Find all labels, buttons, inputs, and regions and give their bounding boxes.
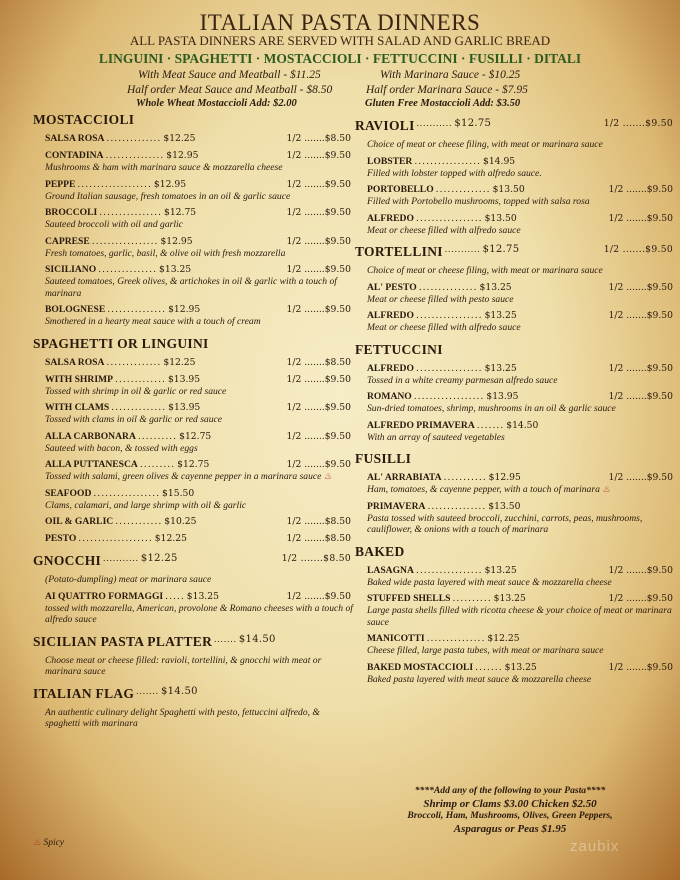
addon-veg-price: Asparagus or Peas $1.95 xyxy=(453,822,567,835)
menu-item xyxy=(367,391,675,415)
menu-item-name: PRIMAVERA xyxy=(367,500,426,512)
menu-item-half-price: 1/2 .......$9.50 xyxy=(286,304,351,315)
menu-item-desc-text: Tossed in a white creamy parmesan alfredo sauce xyxy=(367,374,558,386)
menu-item-desc-text: Filled with lobster topped with alfredo sauce. xyxy=(367,167,542,179)
menu-item-half-price: 1/2 .......$9.50 xyxy=(286,264,351,275)
chili-icon: ♨ xyxy=(321,471,332,481)
menu-item-name: AI QUATTRO FORMAGGI xyxy=(45,590,164,602)
menu-item-name: ALFREDO PRIMAVERA xyxy=(367,419,475,431)
menu-item-desc xyxy=(367,645,675,657)
dot-leader: ......... xyxy=(139,459,176,470)
menu-item-price: $12.75 xyxy=(163,207,197,218)
menu-item-desc-text: Sauteed tomatoes, Greek olives, & artichokes in oil & garlic with a touch of marinara xyxy=(45,276,337,299)
menu-item-price: $12.75 xyxy=(179,430,212,442)
menu-item-desc-text: Meat or cheese filled with alfredo sauce xyxy=(367,322,521,333)
menu-item-desc xyxy=(367,484,675,496)
menu-item-row xyxy=(367,213,675,225)
dot-leader: ............... xyxy=(105,150,165,161)
menu-item-price: $12.95 xyxy=(168,304,201,315)
menu-item-desc xyxy=(45,603,353,626)
menu-item xyxy=(367,310,675,334)
section-title xyxy=(355,451,675,467)
dot-leader: ............ xyxy=(115,516,163,527)
dot-leader: ................. xyxy=(93,487,161,499)
menu-item-desc xyxy=(45,276,353,299)
menu-item-row xyxy=(367,310,675,322)
menu-item-desc xyxy=(367,265,675,277)
menu-item-desc-text: Tossed with shrimp in oil & garlic or red sauce xyxy=(45,385,227,397)
menu-item-half-price: 1/2 .......$8.50 xyxy=(286,533,351,544)
menu-item-half-price: 1/2 .......$8.50 xyxy=(286,516,351,527)
menu-item-price: $13.25 xyxy=(484,564,517,576)
menu-item-desc xyxy=(45,386,353,398)
menu-item-row xyxy=(367,662,675,674)
section-title xyxy=(33,553,353,569)
menu-item-name: SICILIANO xyxy=(45,264,97,275)
dot-leader: ................. xyxy=(415,212,483,224)
price-half-marinara: Half order Marinara Sauce - $7.95 xyxy=(366,84,528,96)
menu-item-name: SALSA ROSA xyxy=(45,356,105,368)
menu-item-half-price: 1/2 .......$9.50 xyxy=(608,593,673,604)
watermark: zaubix xyxy=(570,838,620,855)
menu-subtitle: ALL PASTA DINNERS ARE SERVED WITH SALAD AND GARLIC BREAD xyxy=(129,33,551,48)
menu-item-desc xyxy=(367,322,675,334)
section-price: $12.75 xyxy=(482,244,520,255)
menu-item xyxy=(367,662,675,686)
menu-item xyxy=(367,472,675,496)
menu-item-half-price: 1/2 .......$9.50 xyxy=(608,391,673,402)
menu-item-price: $10.25 xyxy=(164,516,197,527)
menu-item-desc xyxy=(45,574,353,586)
menu-item xyxy=(45,459,353,483)
chili-icon: ♨ xyxy=(599,484,611,494)
dot-leader: ................... xyxy=(78,533,153,544)
menu-item xyxy=(45,431,353,455)
dot-leader: .............. xyxy=(435,184,491,195)
menu-title: ITALIAN PASTA DINNERS xyxy=(199,10,481,35)
menu-item xyxy=(367,156,675,180)
menu-item-price: $15.50 xyxy=(162,487,195,499)
menu-item-row xyxy=(45,402,353,414)
menu-item-desc-text: tossed with mozzarella, American, provolone & Romano cheeses with a touch of alfredo sauce xyxy=(45,602,353,625)
menu-item-row xyxy=(367,363,675,375)
spicy-label: Spicy xyxy=(43,838,65,848)
dot-leader: ............... xyxy=(418,281,478,293)
dot-leader: ........... xyxy=(416,118,453,128)
menu-item-row xyxy=(367,593,675,605)
menu-item-price: $12.25 xyxy=(163,133,196,144)
menu-item-desc xyxy=(367,513,675,536)
menu-item-half-price: 1/2 .......$8.50 xyxy=(286,356,351,368)
menu-item xyxy=(45,402,353,426)
addon-box xyxy=(375,785,645,835)
menu-item-row xyxy=(45,264,353,276)
section-title xyxy=(33,112,353,128)
menu-item-name: ALFREDO xyxy=(367,310,414,321)
menu-item-row xyxy=(45,236,353,248)
menu-item-price: $13.95 xyxy=(168,402,201,413)
section-title xyxy=(33,686,353,702)
menu-item-row xyxy=(367,282,675,294)
menu-item-half-price: 1/2 .......$9.50 xyxy=(286,430,351,442)
menu-item-desc xyxy=(45,191,353,203)
section-half-price: 1/2 .......$9.50 xyxy=(603,244,673,255)
menu-item xyxy=(45,357,353,369)
menu-item-name: ALLA PUTTANESCA xyxy=(45,459,138,470)
menu-item xyxy=(367,184,675,208)
price-whole-wheat: Whole Wheat Mostaccioli Add: $2.00 xyxy=(136,98,297,109)
menu-item-name: CAPRESE xyxy=(45,235,90,247)
dot-leader: ....... xyxy=(214,633,237,644)
menu-item-desc-text: Choice of meat or cheese filing, with meat or marinara sauce xyxy=(367,139,603,150)
menu-item-price: $12.95 xyxy=(160,235,193,247)
menu-item xyxy=(367,139,675,151)
menu-item-price: $13.25 xyxy=(186,590,219,602)
menu-item xyxy=(45,264,353,299)
menu-item xyxy=(45,516,353,528)
menu-item-half-price: 1/2 .......$9.50 xyxy=(286,373,351,385)
menu-item xyxy=(367,501,675,536)
menu-item-name: BOLOGNESE xyxy=(45,304,106,315)
menu-item-desc-text: Ham, tomatoes, & cayenne pepper, with a touch of marinara xyxy=(367,484,600,495)
menu-item-name: ALLA CARBONARA xyxy=(45,430,136,442)
menu-item-half-price: 1/2 .......$9.50 xyxy=(608,661,673,673)
dot-leader: .............. xyxy=(111,402,167,413)
menu-item-price: $13.25 xyxy=(504,661,537,673)
menu-item-desc xyxy=(45,219,353,231)
menu-item xyxy=(367,420,675,444)
menu-item-half-price: 1/2 .......$9.50 xyxy=(608,472,673,483)
dot-leader: ................. xyxy=(91,235,159,247)
menu-item-desc xyxy=(45,471,353,483)
section-title-text: GNOCCHI xyxy=(33,553,102,568)
dot-leader: ........... xyxy=(103,553,139,563)
dot-leader: ............... xyxy=(107,304,167,315)
menu-item-name: LOBSTER xyxy=(367,155,413,167)
menu-item-half-price: 1/2 .......$9.50 xyxy=(286,178,351,190)
menu-item xyxy=(367,363,675,387)
menu-item-half-price: 1/2 .......$9.50 xyxy=(286,590,351,602)
section-title xyxy=(355,244,675,260)
menu-item-desc-text: Tossed with clams in oil & garlic or red sauce xyxy=(45,414,223,425)
menu-item-desc-text: With an array of sauteed vegetables xyxy=(367,431,505,443)
section-title-text: MOSTACCIOLI xyxy=(33,112,135,127)
menu-item-desc xyxy=(45,414,353,426)
menu-item-half-price: 1/2 .......$9.50 xyxy=(608,362,673,374)
menu-item-name: WITH SHRIMP xyxy=(45,373,113,385)
menu-item-name: ROMANO xyxy=(367,391,412,402)
dot-leader: ....... xyxy=(136,685,159,696)
menu-item xyxy=(45,655,353,678)
menu-item xyxy=(45,133,353,145)
section-title-text: SPAGHETTI OR LINGUINI xyxy=(33,335,209,351)
menu-item-desc-text: Meat or cheese filled with alfredo sauce xyxy=(367,224,521,236)
spicy-legend xyxy=(33,837,64,848)
menu-item-desc-text: Pasta tossed with sauteed broccoli, zucchini, carrots, peas, mushrooms, cauliflower, & onions with a touch of marinara xyxy=(367,512,643,535)
menu-item-price: $13.50 xyxy=(484,212,517,224)
menu-item-price: $12.95 xyxy=(153,178,187,190)
menu-item-price: $13.50 xyxy=(488,500,521,512)
menu-item-row xyxy=(45,459,353,471)
menu-item-desc xyxy=(45,316,353,328)
menu-item-desc-text: Baked wide pasta layered with meat sauce & mozzarella cheese xyxy=(367,576,612,588)
menu-item xyxy=(45,374,353,398)
menu-item xyxy=(367,565,675,589)
price-half-meat-sauce: Half order Meat Sauce and Meatball - $8.50 xyxy=(127,84,333,96)
price-gluten-free: Gluten Free Mostaccioli Add: $3.50 xyxy=(365,98,521,109)
menu-item xyxy=(367,213,675,237)
menu-item xyxy=(367,633,675,657)
menu-item xyxy=(367,593,675,628)
menu-item-row xyxy=(45,533,353,545)
dot-leader: .......... xyxy=(137,430,178,442)
menu-item-row xyxy=(367,472,675,484)
menu-item-half-price: 1/2 .......$9.50 xyxy=(608,281,673,293)
dot-leader: ................. xyxy=(415,362,483,374)
section-half-price: 1/2 .......$9.50 xyxy=(603,118,673,129)
menu-item-name: PEPPE xyxy=(45,178,76,190)
section-price: $12.25 xyxy=(140,553,178,564)
section-title-text: FETTUCCINI xyxy=(355,341,443,357)
menu-item-half-price: 1/2 .......$9.50 xyxy=(608,184,673,195)
dot-leader: .......... xyxy=(452,593,492,604)
menu-item-name: SEAFOOD xyxy=(45,487,92,499)
menu-item-row xyxy=(45,516,353,528)
menu-item-half-price: 1/2 .......$9.50 xyxy=(286,459,351,470)
menu-item-desc-text: Smothered in a hearty meat sauce with a touch of cream xyxy=(45,316,261,327)
menu-item-desc xyxy=(45,443,353,455)
menu-item-half-price: 1/2 .......$9.50 xyxy=(608,564,673,576)
menu-item xyxy=(45,179,353,203)
menu-item-row xyxy=(45,591,353,603)
menu-item-price: $12.25 xyxy=(487,633,520,644)
menu-item-desc-text: Sun-dried tomatoes, shrimp, mushrooms in an oil & garlic sauce xyxy=(367,403,616,414)
menu-item-desc-text: Tossed with salami, green olives & cayenne pepper in a marinara sauce xyxy=(45,471,322,482)
menu-item-half-price: 1/2 .......$8.50 xyxy=(286,133,351,144)
menu-item-desc xyxy=(367,196,675,208)
menu-item-name: LASAGNA xyxy=(367,564,414,576)
menu-item-desc xyxy=(367,577,675,589)
menu-item-desc-text: Fresh tomatoes, garlic, basil, & olive oil with fresh mozzarella xyxy=(45,247,286,259)
menu-item-desc xyxy=(45,500,353,512)
dot-leader: ................. xyxy=(414,155,481,167)
dot-leader: ................. xyxy=(415,310,483,321)
menu-item-row xyxy=(45,304,353,316)
menu-item-row xyxy=(367,156,675,168)
section-title-text: FUSILLI xyxy=(355,451,412,466)
section-title-text: SICILIAN PASTA PLATTER xyxy=(33,633,213,649)
menu-item-row xyxy=(45,431,353,443)
section-title xyxy=(355,118,675,134)
menu-item-row xyxy=(45,374,353,386)
menu-item-row xyxy=(367,501,675,513)
addon-veg: Broccoli, Ham, Mushrooms, Olives, Green Peppers, xyxy=(407,810,613,821)
section-title-text: ITALIAN FLAG xyxy=(33,685,135,701)
menu-item-price: $14.50 xyxy=(506,419,539,431)
menu-item-desc xyxy=(45,707,353,730)
menu-item-half-price: 1/2 .......$9.50 xyxy=(286,150,351,161)
menu-item-price: $13.25 xyxy=(493,593,526,604)
menu-item-desc xyxy=(45,248,353,260)
menu-item-desc xyxy=(45,655,353,678)
dot-leader: ........... xyxy=(444,244,481,254)
chili-icon: ♨ xyxy=(33,837,42,847)
dot-leader: ................... xyxy=(77,178,152,190)
menu-item-half-price: 1/2 .......$9.50 xyxy=(608,212,673,224)
menu-item-desc xyxy=(367,432,675,444)
menu-item xyxy=(367,282,675,306)
menu-item-price: $13.25 xyxy=(484,310,517,321)
menu-item-row xyxy=(367,633,675,645)
menu-item-price: $12.25 xyxy=(163,356,196,368)
section-title-text: TORTELLINI xyxy=(355,244,443,259)
menu-item-desc-text: Sauteed broccoli with oil and garlic xyxy=(45,219,183,230)
menu-item-row xyxy=(367,420,675,432)
dot-leader: ................. xyxy=(415,564,483,576)
menu-item-desc xyxy=(45,162,353,174)
price-meat-sauce: With Meat Sauce and Meatball - $11.25 xyxy=(138,69,321,81)
menu-item-price: $13.50 xyxy=(492,184,525,195)
menu-item-row xyxy=(45,179,353,191)
menu-item-price: $14.95 xyxy=(482,155,516,167)
menu-item-price: $12.95 xyxy=(488,472,521,483)
dot-leader: ............... xyxy=(426,633,486,644)
menu-item xyxy=(45,591,353,626)
menu-item-desc-text: An authentic culinary delight Spaghetti with pesto, fettuccini alfredo, & spaghetti with marinara xyxy=(45,706,320,729)
section-title-text: RAVIOLI xyxy=(355,118,415,133)
menu-item-desc-text: Clams, calamari, and large shrimp with oil & garlic xyxy=(45,499,247,511)
menu-item xyxy=(45,533,353,545)
menu-item-name: CONTADINA xyxy=(45,150,104,161)
menu-item-desc xyxy=(367,139,675,151)
menu-item-price: $12.25 xyxy=(154,533,187,544)
menu-item-desc xyxy=(367,294,675,306)
menu-item-name: PORTOBELLO xyxy=(367,184,434,195)
dot-leader: ....... xyxy=(475,661,503,673)
menu-item xyxy=(45,207,353,231)
dot-leader: .................. xyxy=(413,391,485,402)
section-price: $14.50 xyxy=(238,633,276,645)
menu-item-price: $13.95 xyxy=(486,391,519,402)
menu-item-desc xyxy=(367,168,675,180)
left-menu-column xyxy=(33,112,353,735)
menu-item-price: $13.25 xyxy=(484,362,517,374)
menu-item-name: PESTO xyxy=(45,533,77,544)
section-price: $14.50 xyxy=(161,685,198,697)
dot-leader: .............. xyxy=(106,356,162,368)
menu-item-name: AL' ARRABIATA xyxy=(367,472,442,483)
menu-item-desc-text: Ground Italian sausage, fresh tomatoes in an oil & garlic sauce xyxy=(45,190,291,202)
menu-item-desc-text: Sauteed with bacon, & tossed with eggs xyxy=(45,442,198,454)
dot-leader: ....... xyxy=(476,419,505,431)
menu-item-desc-text: Filled with Portobello mushrooms, topped with salsa rosa xyxy=(367,196,590,207)
dot-leader: .............. xyxy=(106,133,162,144)
menu-item-row xyxy=(367,565,675,577)
menu-item-desc xyxy=(367,605,675,628)
menu-item-desc xyxy=(367,674,675,686)
menu-item-desc-text: (Potato-dumpling) meat or marinara sauce xyxy=(45,574,212,585)
menu-item-half-price: 1/2 .......$9.50 xyxy=(286,207,351,218)
menu-item-desc-text: Choose meat or cheese filled: ravioli, tortellini, & gnocchi with meat or marinara sauce xyxy=(45,654,322,677)
dot-leader: ................ xyxy=(99,207,162,218)
section-title xyxy=(355,544,675,560)
menu-item-row xyxy=(45,357,353,369)
addon-heading: ****Add any of the following to your Pasta**** xyxy=(414,785,606,796)
menu-item-name: SALSA ROSA xyxy=(45,133,105,144)
addon-protein: Shrimp or Clams $3.00 Chicken $2.50 xyxy=(423,797,597,810)
menu-item-row xyxy=(45,488,353,500)
section-title xyxy=(33,336,353,352)
menu-item-half-price: 1/2 .......$9.50 xyxy=(286,235,351,247)
menu-item-name: ALFREDO xyxy=(367,362,414,374)
menu-item-name: STUFFED SHELLS xyxy=(367,593,451,604)
menu-item-price: $13.25 xyxy=(479,281,512,293)
menu-item-price: $13.95 xyxy=(167,373,201,385)
menu-item xyxy=(45,488,353,512)
menu-item-half-price: 1/2 .......$9.50 xyxy=(286,402,351,413)
section-price: $12.75 xyxy=(454,118,492,129)
menu-item-desc-text: Cheese filled, large pasta tubes, with meat or marinara sauce xyxy=(367,645,604,656)
menu-item-name: BAKED MOSTACCIOLI xyxy=(367,661,474,673)
dot-leader: ..... xyxy=(165,590,185,602)
menu-item xyxy=(45,707,353,730)
section-half-price: 1/2 .......$8.50 xyxy=(281,553,351,564)
right-menu-column xyxy=(355,118,675,690)
menu-item-desc-text: Mushrooms & ham with marinara sauce & mozzarella cheese xyxy=(45,162,283,173)
menu-item-half-price: 1/2 .......$9.50 xyxy=(608,310,673,321)
menu-item-row xyxy=(45,150,353,162)
pasta-types: LINGUINI · SPAGHETTI · MOSTACCIOLI · FETTUCCINI · FUSILLI · DITALI xyxy=(98,51,582,66)
menu-item-price: $13.25 xyxy=(159,264,192,275)
menu-item-price: $12.75 xyxy=(177,459,210,470)
menu-item-name: BROCCOLI xyxy=(45,207,98,218)
menu-item-name: AL' PESTO xyxy=(367,281,417,293)
menu-item-name: WITH CLAMS xyxy=(45,402,110,413)
menu-item-desc-text: Choice of meat or cheese filing, with meat or marinara sauce xyxy=(367,265,603,276)
menu-item-desc-text: Meat or cheese filled with pesto sauce xyxy=(367,293,514,305)
menu-item-price: $12.95 xyxy=(166,150,199,161)
section-title xyxy=(355,342,675,358)
menu-item-name: MANICOTTI xyxy=(367,633,425,644)
menu-item xyxy=(45,304,353,328)
menu-item-row xyxy=(367,391,675,403)
menu-item-row xyxy=(45,133,353,145)
section-title xyxy=(33,634,353,650)
menu-item xyxy=(45,574,353,586)
menu-item-row xyxy=(45,207,353,219)
menu-item-desc xyxy=(367,375,675,387)
menu-item-desc-text: Large pasta shells filled with ricotta cheese & your choice of meat or marinara sauce xyxy=(367,605,672,628)
menu-item-desc xyxy=(367,403,675,415)
menu-item-name: ALFREDO xyxy=(367,212,414,224)
section-title-text: BAKED xyxy=(355,543,405,559)
menu-item xyxy=(367,265,675,277)
menu-item-desc xyxy=(367,225,675,237)
dot-leader: ............... xyxy=(427,500,487,512)
price-marinara: With Marinara Sauce - $10.25 xyxy=(380,69,521,81)
menu-item xyxy=(45,150,353,174)
menu-item-row xyxy=(367,184,675,196)
dot-leader: ............. xyxy=(114,373,166,385)
menu-item-name: OIL & GARLIC xyxy=(45,516,114,527)
menu-item xyxy=(45,236,353,260)
dot-leader: ............... xyxy=(98,264,157,275)
menu-item-desc-text: Baked pasta layered with meat sauce & mozzarella cheese xyxy=(367,673,592,685)
dot-leader: ........... xyxy=(443,472,487,483)
